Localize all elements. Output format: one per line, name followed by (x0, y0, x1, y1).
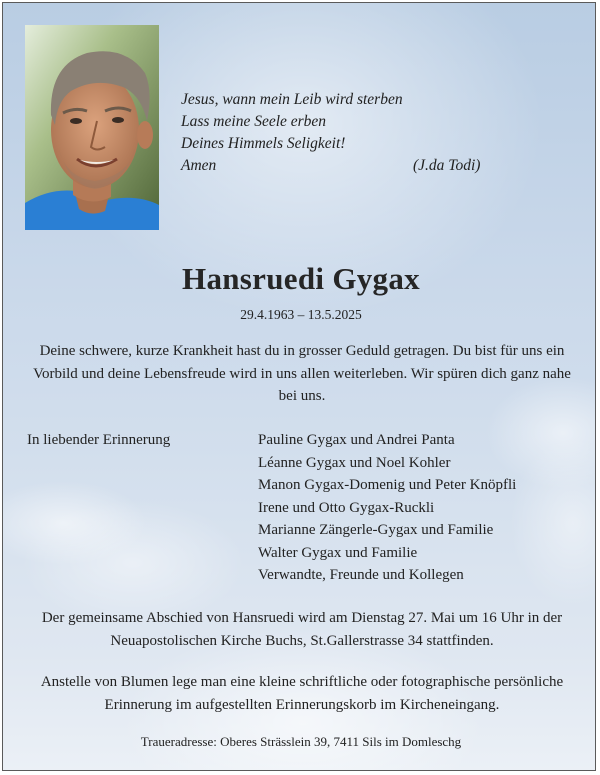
quote-line: Lass meine Seele erben (181, 113, 327, 130)
mourner-item: Verwandte, Freunde und Kollegen (258, 567, 464, 583)
flowers-note: Anstelle von Blumen lege man eine kleine schriftliche oder fotographische persönliche Erinnerung im aufgestellten Erinnerungskorb im Kircheneingang. (40, 674, 564, 713)
memory-label: In liebender Erinnerung (27, 432, 171, 448)
quote-block (181, 89, 501, 177)
portrait-photo (25, 25, 159, 230)
mourner-item: Manon Gygax-Domenig und Peter Knöpfli (258, 477, 517, 493)
life-dates: 29.4.1963 – 13.5.2025 (240, 307, 362, 322)
mourner-item: Pauline Gygax und Andrei Panta (258, 432, 455, 448)
quote-author: (J.da Todi) (413, 157, 481, 174)
mourner-item: Léanne Gygax und Noel Kohler (258, 454, 451, 471)
portrait-icon (25, 25, 159, 230)
deceased-name: Hansruedi Gygax (182, 261, 420, 296)
mourners-list (258, 429, 516, 587)
obituary-card (2, 2, 596, 771)
mourner-item: Marianne Zängerle-Gygax und Familie (258, 522, 494, 538)
quote-line: Jesus, wann mein Leib wird sterben (181, 91, 403, 108)
farewell-message: Deine schwere, kurze Krankheit hast du in grosser Geduld getragen. Du bist für uns ein Vorbild und deine Lebensfreude wird in uns allen weiterleben. Wir spüren dich ganz nahe bei uns. (33, 343, 571, 404)
mourner-item: Walter Gygax und Familie (258, 544, 418, 561)
mourner-item: Irene und Otto Gygax-Ruckli (258, 499, 435, 516)
quote-line: Amen (181, 157, 217, 174)
quote-line: Deines Himmels Seligkeit! (181, 135, 346, 152)
mourning-address: Traueradresse: Oberes Strässlein 39, 7411 Sils im Domleschg (140, 734, 462, 749)
service-announcement: Der gemeinsame Abschied von Hansruedi wird am Dienstag 27. Mai um 16 Uhr in der Neuapostolischen Kirche Buchs, St.Gallerstrasse 34 stattfinden. (41, 610, 563, 649)
